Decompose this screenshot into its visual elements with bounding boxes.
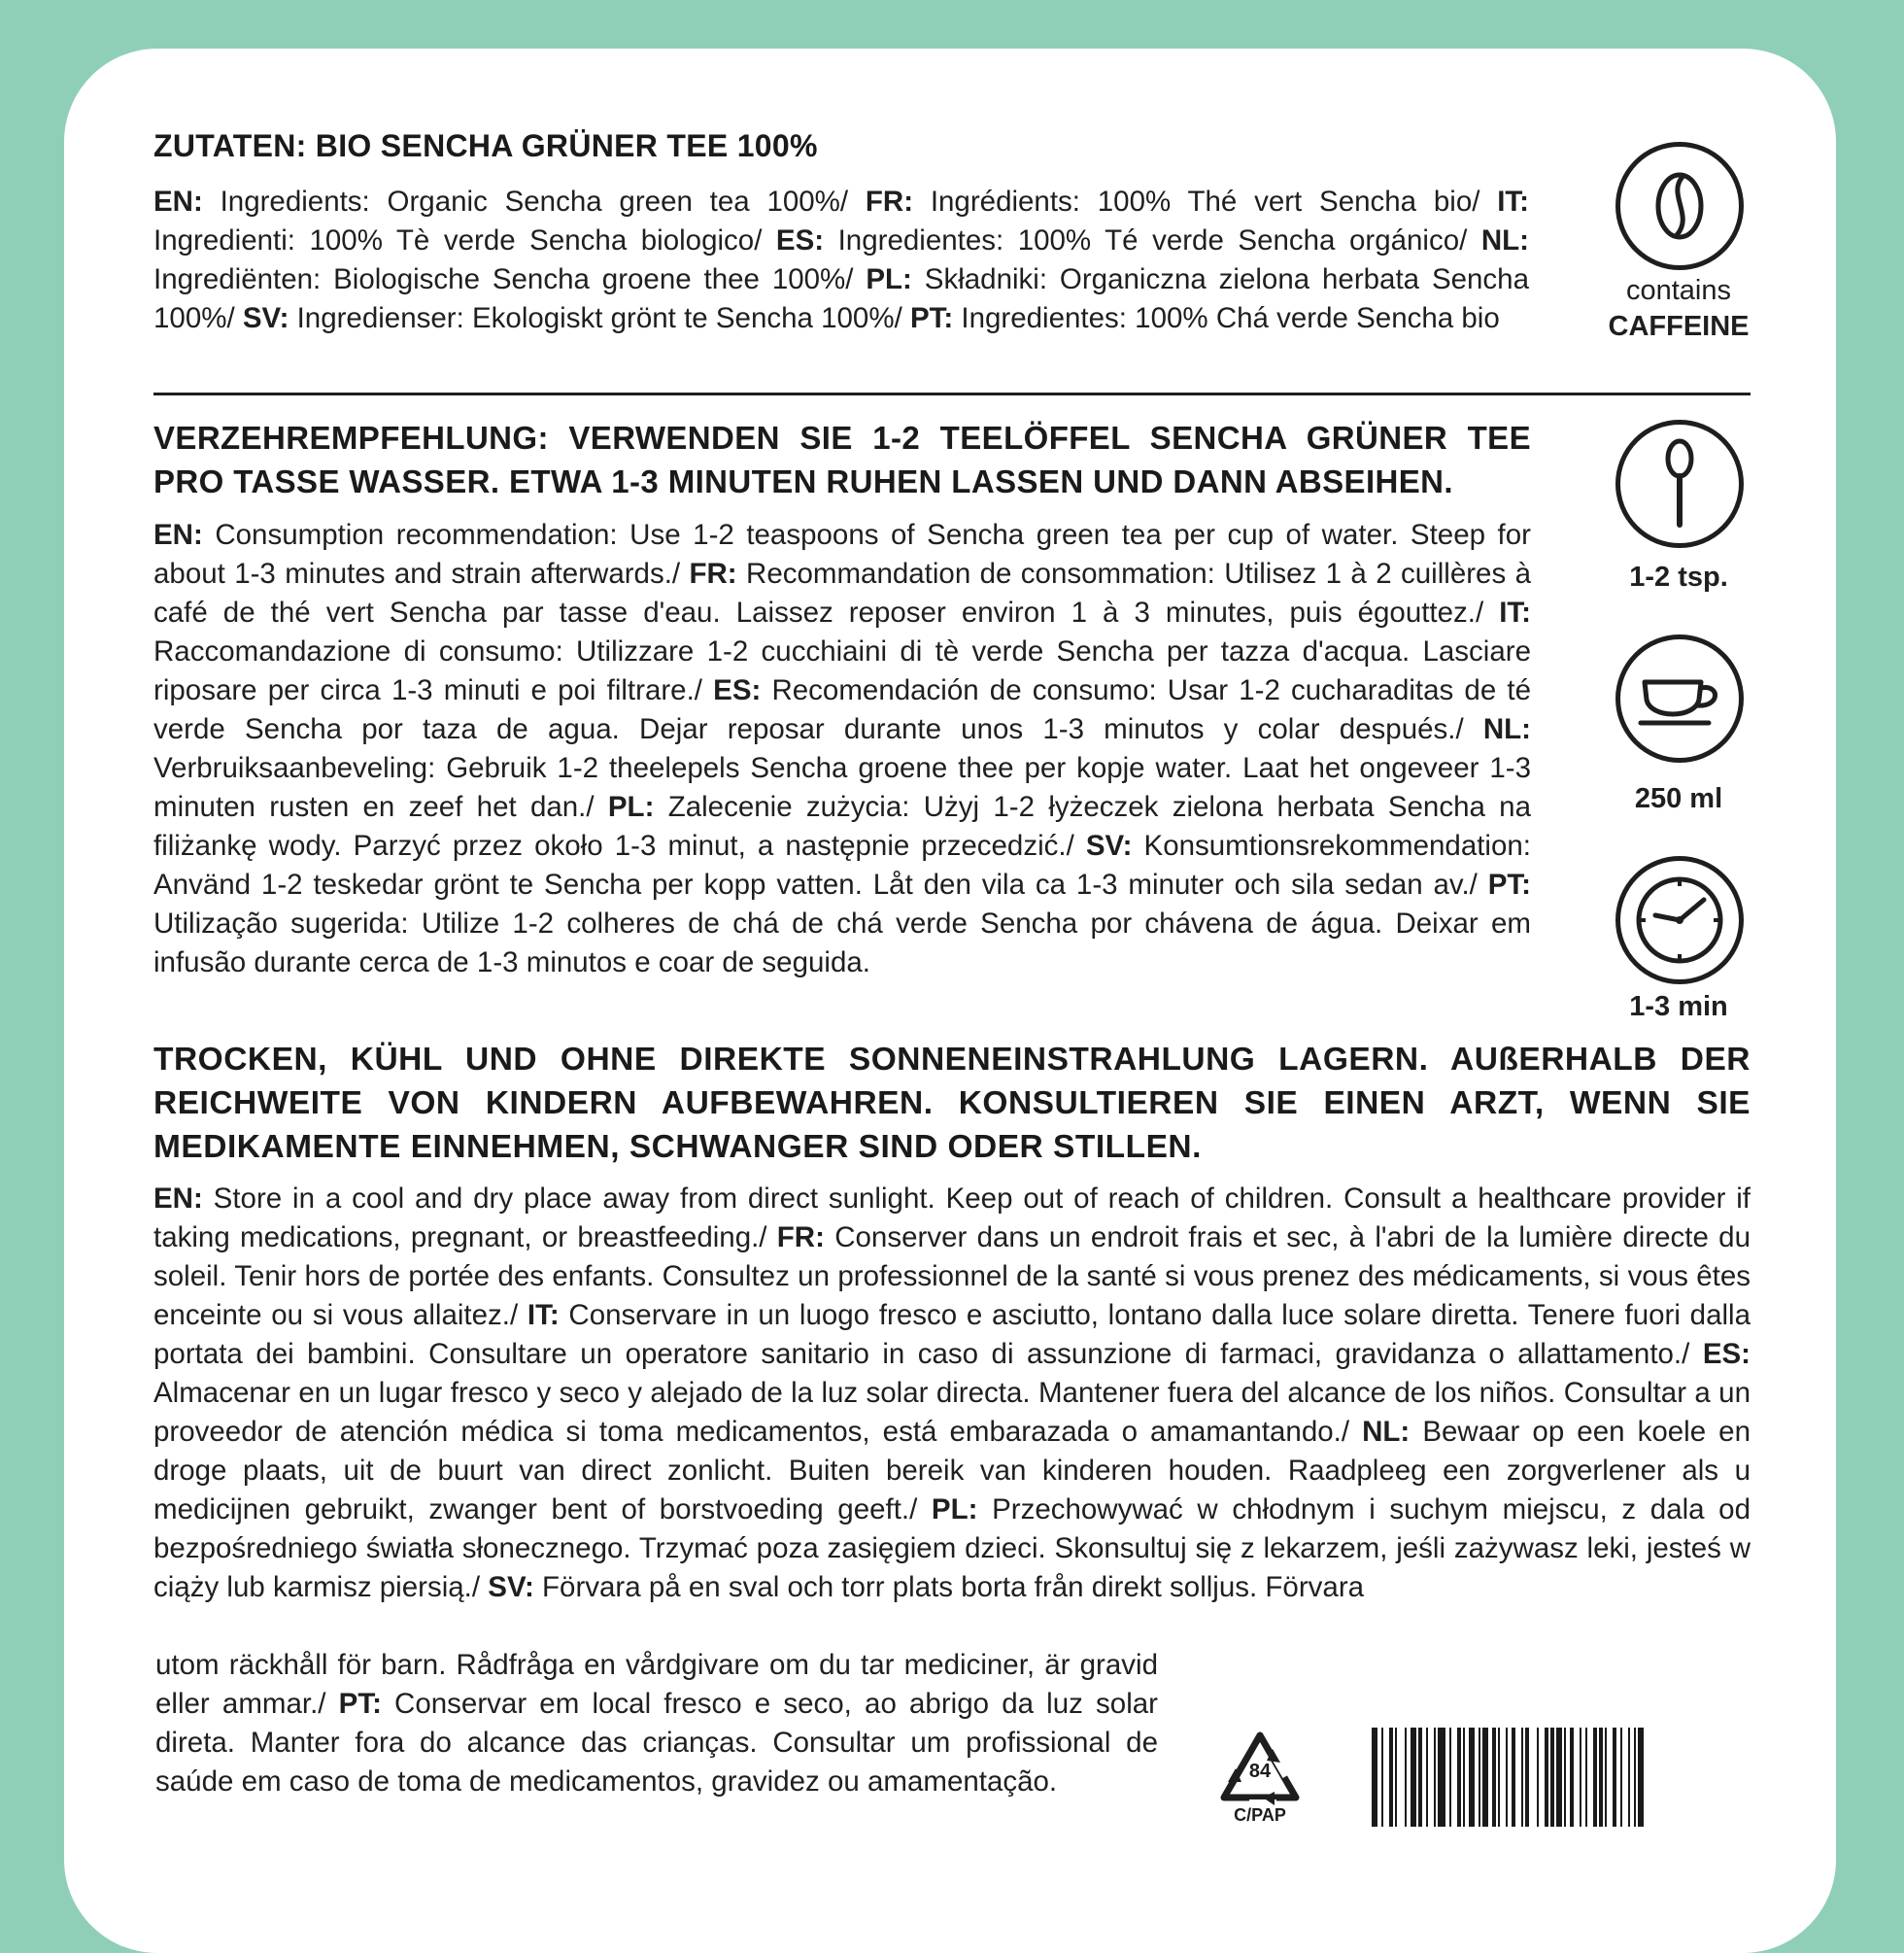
spoon-icon xyxy=(1615,420,1744,548)
barcode-bar xyxy=(1506,1728,1508,1827)
section-divider xyxy=(153,393,1751,395)
recycle-number: 84 xyxy=(1248,1761,1272,1782)
language-code: PT: xyxy=(338,1688,382,1720)
barcode-bar xyxy=(1512,1728,1515,1827)
language-text: Ingredients: Organic Sencha green tea 100%/ xyxy=(202,186,866,218)
barcode-bar xyxy=(1545,1728,1548,1827)
barcode-bar xyxy=(1381,1728,1383,1827)
language-text: Ingredienser: Ekologiskt grönt te Sencha 100%/ xyxy=(289,302,910,334)
cup-icon xyxy=(1615,634,1744,763)
language-code: NL: xyxy=(1480,224,1529,257)
recommendation-text xyxy=(153,516,1531,982)
barcode-bar xyxy=(1463,1728,1465,1827)
caffeine-label-line1: contains xyxy=(1625,275,1731,306)
language-code: PL: xyxy=(607,791,655,823)
language-code: SV: xyxy=(242,302,289,334)
language-code: FR: xyxy=(776,1221,825,1253)
barcode-bar xyxy=(1620,1728,1622,1827)
language-text: Ingredientes: 100% Té verde Sencha orgánico/ xyxy=(824,224,1481,257)
language-text: Zalecenie zużycia: Użyj 1-2 łyżeczek zielona herbata Sencha na filiżankę wody. Parzyć przez około 1-3 minut, a następnie przecedzić./ xyxy=(153,791,1531,862)
language-text: Ingrediënten: Biologische Sencha groene thee 100%/ xyxy=(153,263,867,295)
barcode-bar xyxy=(1634,1728,1636,1827)
barcode-bar xyxy=(1492,1728,1496,1827)
language-code: SV: xyxy=(1085,830,1133,862)
barcode-bar xyxy=(1479,1728,1480,1827)
language-code: ES: xyxy=(775,224,825,257)
barcode-bar xyxy=(1389,1728,1393,1827)
barcode-bar xyxy=(1580,1728,1581,1827)
language-code: IT: xyxy=(1497,186,1529,218)
language-code: NL: xyxy=(1362,1416,1411,1448)
language-code: FR: xyxy=(689,558,737,590)
language-text: Raccomandazione di consumo: Utilizzare 1-2 cucchiaini di tè verde Sencha per tazza d'acqua. Lasciare riposare per circa 1-3 minuti e poi filtrare./ xyxy=(153,635,1531,706)
barcode-bar xyxy=(1434,1728,1436,1827)
language-text: utom räckhåll för barn. Rådfråga en vårdgivare om du tar mediciner, är gravid eller ammar./ xyxy=(155,1649,1158,1720)
language-text: Store in a cool and dry place away from direct sunlight. Keep out of reach of children. Consult a healthcare provider if taking medications, pregnant, or breastfeeding./ xyxy=(153,1182,1751,1253)
barcode-bar xyxy=(1638,1728,1644,1827)
barcode-bar xyxy=(1550,1728,1554,1827)
language-code: PT: xyxy=(909,302,954,334)
language-code: EN: xyxy=(153,186,203,218)
barcode-bar xyxy=(1599,1728,1603,1827)
language-text: Conservar em local fresco e seco, ao abrigo da luz solar direta. Manter fora do alcance das crianças. Consultar um profissional de saúde em caso de toma de medicamentos, gravidez ou amamentação. xyxy=(155,1688,1159,1798)
ingredients-text xyxy=(153,183,1529,338)
language-code: IT: xyxy=(1499,597,1531,629)
language-text: Verbruiksaanbeveling: Gebruik 1-2 theelepels Sencha groene thee per kopje water. Laat het ongeveer 1-3 minuten rusten en zeef het dan./ xyxy=(153,752,1531,823)
language-text: Consumption recommendation: Use 1-2 teaspoons of Sencha green tea per cup of water. Steep for about 1-3 minutes and strain afterwards./ xyxy=(153,519,1531,590)
caffeine-label-line2: CAFFEINE xyxy=(1608,311,1750,342)
barcode-bar xyxy=(1613,1728,1616,1827)
language-code: SV: xyxy=(488,1571,534,1603)
language-text: Conserver dans un endroit frais et sec, à l'abri de la lumière directe du soleil. Tenir hors de portée des enfants. Consultez un professionnel de la santé si vous prenez des médicaments, si vous êtes enceinte ou si vous allaitez./ xyxy=(153,1221,1751,1331)
language-code: EN: xyxy=(153,519,203,551)
language-code: FR: xyxy=(865,186,914,218)
language-text: Recomendación de consumo: Usar 1-2 cucharaditas de té verde Sencha por taza de agua. Dejar reposar durante unos 1-3 minutos y colar después./ xyxy=(153,674,1531,745)
language-text: Ingredienti: 100% Tè verde Sencha biologico/ xyxy=(153,224,776,257)
language-text: Bewaar op een koele en droge plaats, uit de buurt van direct zonlicht. Buiten bereik van kinderen houden. Raadpleeg een zorgverlener als u medicijnen gebruikt, zwanger bent of borstvoeding geeft./ xyxy=(153,1416,1751,1525)
barcode-bar xyxy=(1426,1728,1428,1827)
barcode-bar xyxy=(1438,1728,1445,1827)
barcode xyxy=(1372,1728,1751,1827)
recycle-code: C/PAP xyxy=(1234,1805,1286,1825)
clock-label: 1-3 min xyxy=(1629,991,1728,1022)
barcode-bar xyxy=(1482,1728,1488,1827)
language-text: Składniki: Organiczna zielona herbata Sencha 100%/ xyxy=(153,263,1529,334)
barcode-bar xyxy=(1585,1728,1587,1827)
barcode-bar xyxy=(1395,1728,1397,1827)
storage-heading: TROCKEN, KÜHL UND OHNE DIREKTE SONNENEINSTRAHLUNG LAGERN. AUßERHALB DER REICHWEITE VON KINDERN AUFBEWAHREN. KONSULTIEREN SIE EINEN ARZT, WENN SIE MEDIKAMENTE EINNEHMEN, SCHWANGER SIND ODER STILLEN. xyxy=(153,1042,1751,1165)
language-text: Recommandation de consommation: Utilisez 1 à 2 cuillères à café de thé vert Sencha par tasse d'eau. Laissez reposer environ 1 à 3 minutes, puis égouttez./ xyxy=(153,558,1531,629)
barcode-bar xyxy=(1537,1728,1539,1827)
barcode-bar xyxy=(1457,1728,1461,1827)
language-text: Konsumtionsrekommendation: Använd 1-2 teskedar grönt te Sencha per kopp vatten. Låt den vila ca 1-3 minuter och sila sedan av./ xyxy=(153,830,1531,901)
language-code: PL: xyxy=(931,1493,978,1525)
barcode-bar xyxy=(1469,1728,1475,1827)
spoon-label: 1-2 tsp. xyxy=(1629,562,1728,593)
storage-text xyxy=(153,1180,1751,1607)
barcode-bar xyxy=(1411,1728,1416,1827)
language-code: EN: xyxy=(153,1182,203,1215)
language-text: Almacenar en un lugar fresco y seco y alejado de la luz solar directa. Mantener fuera del alcance de los niños. Consultar a un proveedor de atención médica si toma medicamentos, está embarazada o amamantando./ xyxy=(153,1377,1751,1448)
language-code: NL: xyxy=(1482,713,1531,745)
ingredients-heading: ZUTATEN: BIO SENCHA GRÜNER TEE 100% xyxy=(153,128,818,163)
language-code: IT: xyxy=(527,1299,560,1331)
barcode-bar xyxy=(1556,1728,1562,1827)
barcode-bar xyxy=(1525,1728,1529,1827)
barcode-bar xyxy=(1628,1728,1630,1827)
language-text: Ingrédients: 100% Thé vert Sencha bio/ xyxy=(913,186,1498,218)
language-text: Utilização sugerida: Utilize 1-2 colheres de chá de chá verde Sencha por chávena de água. Deixar em infusão durante cerca de 1-3 minutos e coar de seguida. xyxy=(153,908,1531,978)
barcode-bar xyxy=(1593,1728,1597,1827)
barcode-bar xyxy=(1564,1728,1566,1827)
barcode-bar xyxy=(1418,1728,1422,1827)
language-code: PT: xyxy=(1487,869,1531,901)
coffee-bean-icon xyxy=(1615,142,1744,270)
language-text: Ingredientes: 100% Chá verde Sencha bio xyxy=(953,302,1500,334)
barcode-bar xyxy=(1521,1728,1523,1827)
language-code: PL: xyxy=(866,263,912,295)
recommendation-heading: VERZEHREMPFEHLUNG: VERWENDEN SIE 1-2 TEELÖFFEL SENCHA GRÜNER TEE PRO TASSE WASSER. ETWA 1-3 MINUTEN RUHEN LASSEN UND DANN ABSEIHEN. xyxy=(153,420,1531,499)
cup-label: 250 ml xyxy=(1634,783,1723,814)
language-code: ES: xyxy=(713,674,762,706)
clock-icon xyxy=(1615,856,1744,984)
barcode-bar xyxy=(1498,1728,1500,1827)
language-text: Conservare in un luogo fresco e asciutto, lontano dalla luce solare diretta. Tenere fuori dalla portata dei bambini. Consultare un operatore sanitario in caso di assunzione di farmaci, gravidanza o allattamento./ xyxy=(153,1299,1751,1370)
language-text: Förvara på en sval och torr plats borta från direkt solljus. Förvara xyxy=(533,1571,1365,1603)
barcode-bar xyxy=(1570,1728,1574,1827)
barcode-bar xyxy=(1372,1728,1377,1827)
barcode-bar xyxy=(1605,1728,1607,1827)
language-text: Przechowywać w chłodnym i suchym miejscu, z dala od bezpośredniego światła słonecznego. Trzymać poza zasięgiem dzieci. Skonsultuj się z lekarzem, jeśli zażywasz leki, jesteś w ciąży lub karmisz piersią./ xyxy=(153,1493,1751,1603)
barcode-bar xyxy=(1405,1728,1407,1827)
language-code: ES: xyxy=(1702,1338,1751,1370)
barcode-bar xyxy=(1449,1728,1451,1827)
storage-text-continuation xyxy=(155,1646,1158,1801)
